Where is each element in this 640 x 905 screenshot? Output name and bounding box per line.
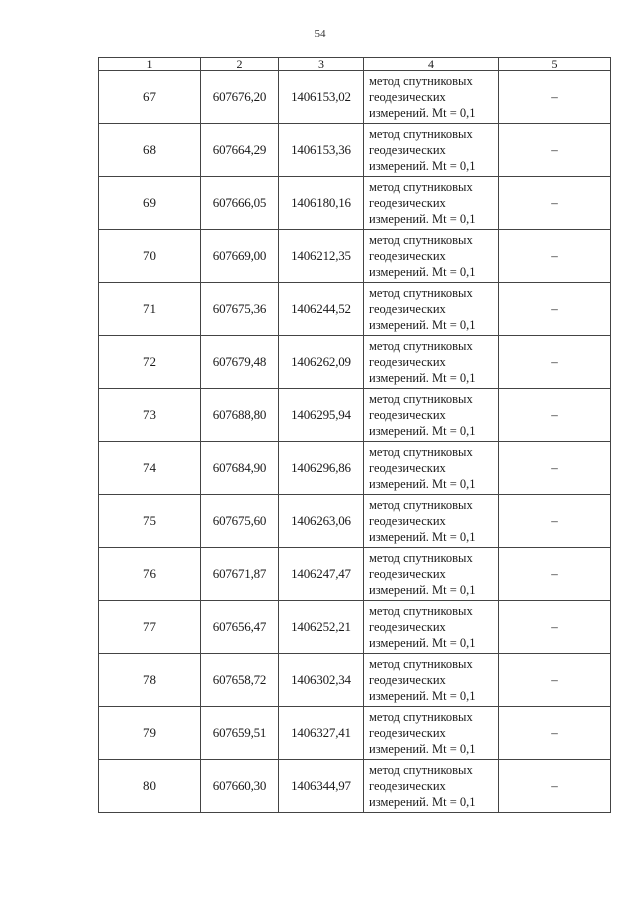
table-row xyxy=(99,707,611,760)
method-line: измерений. Mt = 0,1 xyxy=(369,689,476,703)
method-line: геодезических xyxy=(369,408,446,422)
point-number-cell: 80 xyxy=(99,760,201,813)
table-row xyxy=(99,177,611,230)
note-cell: – xyxy=(499,336,611,389)
method-cell xyxy=(364,601,499,654)
method-line: измерений. Mt = 0,1 xyxy=(369,477,476,491)
point-number-cell: 69 xyxy=(99,177,201,230)
note-cell: – xyxy=(499,654,611,707)
x-coordinate-cell: 607675,36 xyxy=(201,283,279,336)
point-number-cell: 78 xyxy=(99,654,201,707)
y-coordinate-cell: 1406263,06 xyxy=(279,495,364,548)
method-line: измерений. Mt = 0,1 xyxy=(369,583,476,597)
column-header-2: 2 xyxy=(201,58,279,71)
method-cell xyxy=(364,389,499,442)
table-row xyxy=(99,71,611,124)
note-cell: – xyxy=(499,283,611,336)
method-line: геодезических xyxy=(369,726,446,740)
note-cell: – xyxy=(499,389,611,442)
y-coordinate-cell: 1406327,41 xyxy=(279,707,364,760)
x-coordinate-cell: 607660,30 xyxy=(201,760,279,813)
table-row xyxy=(99,654,611,707)
point-number-cell: 72 xyxy=(99,336,201,389)
note-cell: – xyxy=(499,230,611,283)
note-cell: – xyxy=(499,601,611,654)
x-coordinate-cell: 607676,20 xyxy=(201,71,279,124)
method-line: измерений. Mt = 0,1 xyxy=(369,371,476,385)
x-coordinate-cell: 607688,80 xyxy=(201,389,279,442)
point-number-cell: 68 xyxy=(99,124,201,177)
point-number-cell: 76 xyxy=(99,548,201,601)
table-row xyxy=(99,124,611,177)
table-row xyxy=(99,389,611,442)
y-coordinate-cell: 1406153,02 xyxy=(279,71,364,124)
method-line: метод спутниковых xyxy=(369,763,473,777)
method-line: метод спутниковых xyxy=(369,710,473,724)
y-coordinate-cell: 1406244,52 xyxy=(279,283,364,336)
method-cell xyxy=(364,654,499,707)
method-line: метод спутниковых xyxy=(369,392,473,406)
page-number: 54 xyxy=(314,28,326,40)
method-line: геодезических xyxy=(369,302,446,316)
y-coordinate-cell: 1406344,97 xyxy=(279,760,364,813)
method-cell xyxy=(364,707,499,760)
note-cell: – xyxy=(499,707,611,760)
y-coordinate-cell: 1406212,35 xyxy=(279,230,364,283)
note-cell: – xyxy=(499,760,611,813)
point-number-cell: 77 xyxy=(99,601,201,654)
coordinates-table xyxy=(98,57,611,813)
y-coordinate-cell: 1406302,34 xyxy=(279,654,364,707)
method-cell xyxy=(364,124,499,177)
y-coordinate-cell: 1406247,47 xyxy=(279,548,364,601)
point-number-cell: 74 xyxy=(99,442,201,495)
table-header-row xyxy=(99,58,611,71)
point-number-cell: 75 xyxy=(99,495,201,548)
method-cell xyxy=(364,283,499,336)
method-line: геодезических xyxy=(369,779,446,793)
y-coordinate-cell: 1406262,09 xyxy=(279,336,364,389)
y-coordinate-cell: 1406295,94 xyxy=(279,389,364,442)
method-line: метод спутниковых xyxy=(369,127,473,141)
x-coordinate-cell: 607658,72 xyxy=(201,654,279,707)
x-coordinate-cell: 607675,60 xyxy=(201,495,279,548)
method-line: метод спутниковых xyxy=(369,657,473,671)
point-number-cell: 71 xyxy=(99,283,201,336)
column-header-1: 1 xyxy=(99,58,201,71)
method-line: метод спутниковых xyxy=(369,339,473,353)
method-line: геодезических xyxy=(369,355,446,369)
note-cell: – xyxy=(499,495,611,548)
y-coordinate-cell: 1406180,16 xyxy=(279,177,364,230)
y-coordinate-cell: 1406252,21 xyxy=(279,601,364,654)
method-line: измерений. Mt = 0,1 xyxy=(369,530,476,544)
point-number-cell: 70 xyxy=(99,230,201,283)
method-line: метод спутниковых xyxy=(369,445,473,459)
method-cell xyxy=(364,177,499,230)
method-line: измерений. Mt = 0,1 xyxy=(369,212,476,226)
point-number-cell: 73 xyxy=(99,389,201,442)
table-row xyxy=(99,283,611,336)
method-cell xyxy=(364,760,499,813)
method-line: геодезических xyxy=(369,196,446,210)
x-coordinate-cell: 607684,90 xyxy=(201,442,279,495)
method-line: геодезических xyxy=(369,461,446,475)
note-cell: – xyxy=(499,71,611,124)
method-line: метод спутниковых xyxy=(369,604,473,618)
table-row xyxy=(99,601,611,654)
method-line: метод спутниковых xyxy=(369,233,473,247)
method-cell xyxy=(364,495,499,548)
y-coordinate-cell: 1406153,36 xyxy=(279,124,364,177)
method-line: измерений. Mt = 0,1 xyxy=(369,159,476,173)
x-coordinate-cell: 607671,87 xyxy=(201,548,279,601)
method-line: геодезических xyxy=(369,620,446,634)
method-line: метод спутниковых xyxy=(369,74,473,88)
column-header-3: 3 xyxy=(279,58,364,71)
method-line: геодезических xyxy=(369,90,446,104)
x-coordinate-cell: 607666,05 xyxy=(201,177,279,230)
method-line: метод спутниковых xyxy=(369,286,473,300)
method-line: измерений. Mt = 0,1 xyxy=(369,265,476,279)
x-coordinate-cell: 607659,51 xyxy=(201,707,279,760)
note-cell: – xyxy=(499,442,611,495)
point-number-cell: 67 xyxy=(99,71,201,124)
method-cell xyxy=(364,230,499,283)
method-line: геодезических xyxy=(369,567,446,581)
table-row xyxy=(99,336,611,389)
method-line: геодезических xyxy=(369,514,446,528)
method-line: измерений. Mt = 0,1 xyxy=(369,424,476,438)
table-row xyxy=(99,442,611,495)
method-cell xyxy=(364,442,499,495)
x-coordinate-cell: 607664,29 xyxy=(201,124,279,177)
method-line: измерений. Mt = 0,1 xyxy=(369,795,476,809)
y-coordinate-cell: 1406296,86 xyxy=(279,442,364,495)
method-line: метод спутниковых xyxy=(369,180,473,194)
method-line: метод спутниковых xyxy=(369,498,473,512)
note-cell: – xyxy=(499,548,611,601)
table-body xyxy=(99,71,611,813)
method-line: измерений. Mt = 0,1 xyxy=(369,106,476,120)
table-row xyxy=(99,495,611,548)
method-cell xyxy=(364,548,499,601)
method-line: геодезических xyxy=(369,673,446,687)
x-coordinate-cell: 607669,00 xyxy=(201,230,279,283)
x-coordinate-cell: 607679,48 xyxy=(201,336,279,389)
column-header-5: 5 xyxy=(499,58,611,71)
x-coordinate-cell: 607656,47 xyxy=(201,601,279,654)
column-header-4: 4 xyxy=(364,58,499,71)
table-row xyxy=(99,548,611,601)
method-line: геодезических xyxy=(369,143,446,157)
method-line: метод спутниковых xyxy=(369,551,473,565)
note-cell: – xyxy=(499,124,611,177)
point-number-cell: 79 xyxy=(99,707,201,760)
method-line: измерений. Mt = 0,1 xyxy=(369,318,476,332)
method-cell xyxy=(364,336,499,389)
method-line: измерений. Mt = 0,1 xyxy=(369,742,476,756)
method-line: измерений. Mt = 0,1 xyxy=(369,636,476,650)
method-cell xyxy=(364,71,499,124)
table-row xyxy=(99,230,611,283)
table-row xyxy=(99,760,611,813)
note-cell: – xyxy=(499,177,611,230)
method-line: геодезических xyxy=(369,249,446,263)
